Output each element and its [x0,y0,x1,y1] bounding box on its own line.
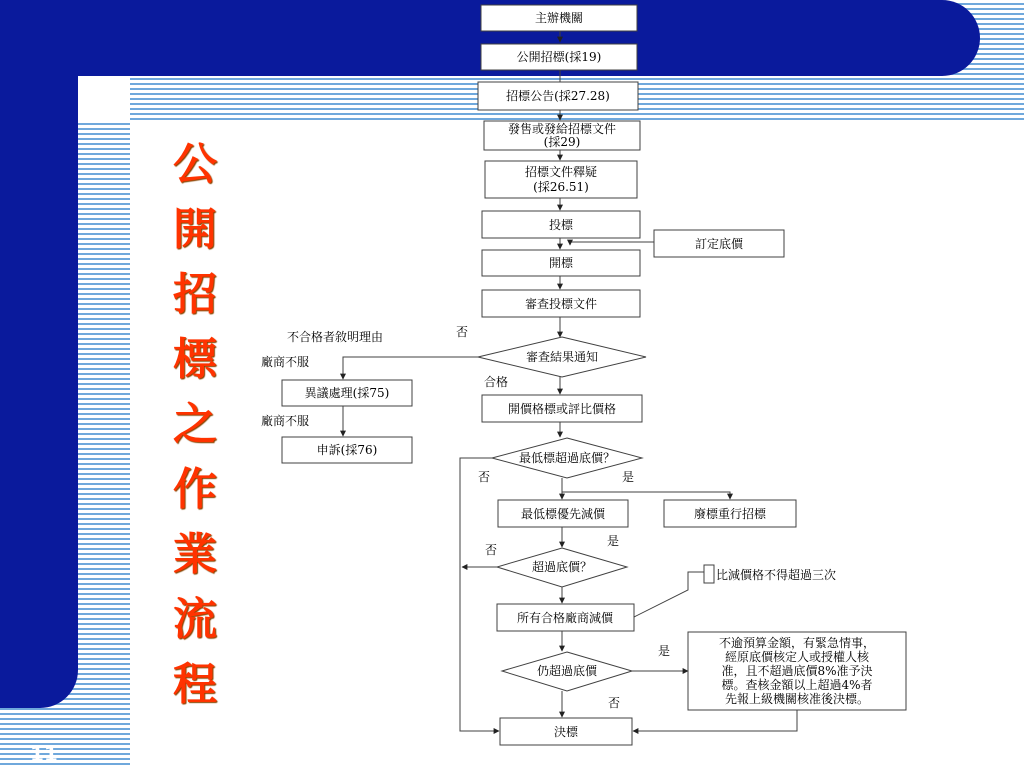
title-char: 開 [173,204,217,255]
node-review-docs [482,290,640,317]
note-line-4: 標。查核金額以上超過4%者 [721,678,873,692]
node-budget-note [688,632,906,710]
node-lowest-exceeds [492,438,642,478]
node-complaint [282,437,412,463]
node-label: 投標 [548,218,574,232]
node-label: 廢標重行招標 [693,507,767,521]
title-char: 招 [173,269,217,320]
node-label: 審查投標文件 [524,297,598,311]
edge-label-vendor-objects: 廠商不服 [261,414,310,428]
node-label: 公開招標(採19) [516,50,602,64]
node-clarify [485,161,637,198]
edge-label-no: 否 [478,470,491,484]
node-review-notice [478,337,646,377]
node-label: 仍超過底價 [536,664,598,678]
node-open-price [482,395,642,422]
node-label: 決標 [553,725,579,739]
node-open-tender [481,44,637,70]
node-open-bid [482,250,640,276]
arrow [562,492,730,499]
arrow [570,242,654,245]
edge-label-no: 否 [456,325,469,339]
node-exceeds-base [497,548,627,587]
node-label: 比減價格不得超過三次 [716,568,837,582]
title-char: 之 [173,399,217,450]
note-line-1: 不逾預算金額，有緊急情事， [718,636,876,650]
node-announcement [478,82,638,110]
title-char: 程 [173,659,217,710]
node-label: 主辦機關 [534,11,584,25]
node-label: 異議處理(採75) [304,386,390,400]
node-label-line-2: (採26.51) [533,180,589,194]
note-callout-line [634,572,704,617]
note-line-5: 先報上級機關核准後決標。 [724,692,870,706]
node-bid [482,211,640,238]
node-label-line-1: 發售或發給招標文件 [507,122,617,136]
page-number: 11 [30,742,58,766]
arrow [633,710,797,731]
node-award [500,718,632,745]
node-still-exceeds [502,652,632,691]
node-compare-note [704,565,836,583]
node-base-price [654,230,784,257]
node-label: 審查結果通知 [525,350,599,364]
node-label: 招標公告(採27.28) [506,89,610,103]
node-label: 開標 [548,256,574,270]
edge-label-vendor-objects: 廠商不服 [261,355,310,369]
node-label-line-1: 招標文件釋疑 [524,165,598,179]
node-objection [282,380,412,406]
node-label: 開價格標或評比價格 [507,402,617,416]
node-cancel-retender [664,500,796,527]
node-label-line-2: (採29) [543,135,581,149]
edge-label-unqualified: 不合格者敘明理由 [287,330,384,344]
edge-label-yes: 是 [607,534,620,548]
title-char: 流 [173,594,217,645]
node-all-reduce [497,604,634,631]
node-label: 超過底價？ [531,560,593,574]
edge-label-qualified: 合格 [484,375,509,389]
title-char: 業 [173,529,217,580]
node-label: 最低標超過底價？ [518,451,616,465]
node-label: 最低標優先減價 [520,507,606,521]
node-label: 訂定底價 [694,237,744,251]
node-sell-docs [484,121,640,150]
arrow [343,357,478,379]
title-char: 作 [173,464,217,515]
edge-label-no: 否 [608,696,621,710]
node-lowest-reduce [498,500,628,527]
edge-label-yes: 是 [622,470,635,484]
node-label: 申訴(採76) [316,443,378,457]
title-char: 公 [173,139,217,190]
note-line-3: 准，且不超過底價8%准予決 [721,664,873,678]
arrow [460,458,499,731]
node-label: 所有合格廠商減價 [516,611,614,625]
node-organizer [481,5,637,31]
title-char: 標 [173,334,217,385]
edge-label-no: 否 [485,543,498,557]
edge-label-yes: 是 [658,644,671,658]
note-line-2: 經原底價核定人或授權人核 [724,650,870,664]
